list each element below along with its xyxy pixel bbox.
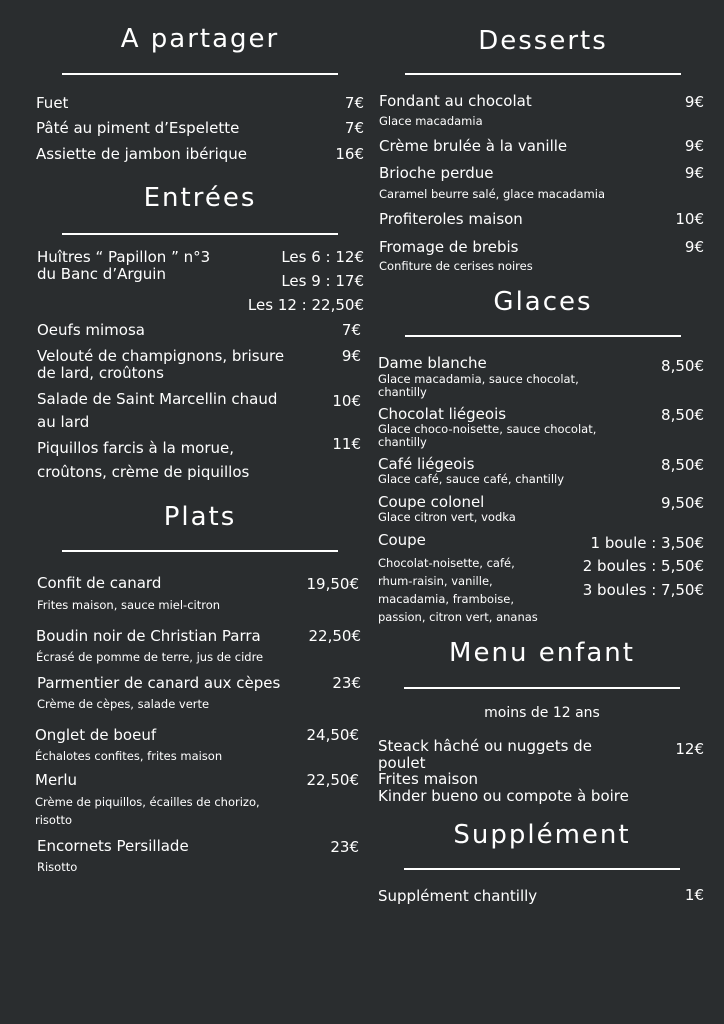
menu-item-name-cont: poulet bbox=[378, 754, 426, 772]
menu-item-name: Oeufs mimosa bbox=[37, 321, 145, 339]
section-title-menu-enfant: Menu enfant bbox=[449, 638, 635, 668]
divider bbox=[404, 868, 680, 870]
divider bbox=[62, 550, 338, 552]
menu-item-price: 12€ bbox=[675, 740, 704, 758]
menu-item-description: chantilly bbox=[378, 385, 427, 399]
menu-item-name-cont: au lard bbox=[37, 413, 90, 431]
menu-item-price: 9€ bbox=[684, 137, 704, 155]
menu-item-price: Les 12 : 22,50€ bbox=[247, 296, 364, 314]
menu-item-price: 8,50€ bbox=[661, 456, 704, 474]
menu-item-price: 7€ bbox=[341, 321, 361, 339]
menu-item-name: Coupe colonel bbox=[378, 493, 485, 511]
menu-item-name: Fondant au chocolat bbox=[379, 92, 532, 110]
menu-item-name: Parmentier de canard aux cèpes bbox=[37, 674, 281, 692]
menu-item-name: Salade de Saint Marcellin chaud bbox=[37, 390, 278, 408]
menu-item-price: 8,50€ bbox=[661, 406, 704, 424]
menu-item-name: Boudin noir de Christian Parra bbox=[36, 627, 261, 645]
menu-item-name: Fromage de brebis bbox=[379, 238, 519, 256]
divider bbox=[405, 335, 681, 337]
section-title-entrees: Entrées bbox=[143, 183, 257, 213]
menu-item-name: Steack hâché ou nuggets de bbox=[378, 737, 592, 755]
menu-item-price: 9,50€ bbox=[661, 494, 704, 512]
menu-item-description: Glace café, sauce café, chantilly bbox=[378, 472, 565, 486]
section-title-plats: Plats bbox=[163, 502, 237, 532]
menu-item-price: 10€ bbox=[332, 392, 361, 410]
menu-item-description: rhum-raisin, vanille, bbox=[378, 574, 493, 588]
menu-item-description: Crème de cèpes, salade verte bbox=[37, 697, 210, 711]
menu-item-description: Glace choco-noisette, sauce chocolat, bbox=[378, 422, 597, 436]
menu-item-price: 19,50€ bbox=[306, 575, 359, 593]
menu-item-name-cont: croûtons, crème de piquillos bbox=[37, 463, 250, 481]
menu-item-description: Confiture de cerises noires bbox=[379, 259, 533, 273]
menu-subtitle: moins de 12 ans bbox=[484, 705, 600, 721]
menu-item-name: Velouté de champignons, brisure bbox=[37, 347, 285, 365]
menu-item-name: Piquillos farcis à la morue, bbox=[37, 439, 235, 457]
menu-item-description: passion, citron vert, ananas bbox=[378, 610, 538, 624]
menu-item-description: Caramel beurre salé, glace macadamia bbox=[379, 187, 606, 201]
menu-item-name-cont: du Banc d’Arguin bbox=[37, 265, 166, 283]
menu-item-price: 22,50€ bbox=[306, 771, 359, 789]
menu-item-name: Huîtres “ Papillon ” n°3 bbox=[37, 248, 211, 266]
menu-item-description: Glace macadamia, sauce chocolat, bbox=[378, 372, 579, 386]
section-title-supplement: Supplément bbox=[453, 820, 631, 850]
menu-item-name: Assiette de jambon ibérique bbox=[36, 145, 248, 163]
menu-item-description: risotto bbox=[35, 813, 73, 827]
menu-item-description: Frites maison, sauce miel-citron bbox=[37, 598, 221, 612]
menu-item-name-cont: de lard, croûtons bbox=[37, 364, 164, 382]
menu-item-name: Onglet de boeuf bbox=[35, 726, 157, 744]
menu-item-price: 7€ bbox=[344, 94, 364, 112]
menu-item-description: macadamia, framboise, bbox=[378, 592, 515, 606]
menu-item-name: Brioche perdue bbox=[379, 164, 494, 182]
menu-item-name: Confit de canard bbox=[37, 574, 162, 592]
menu-item-price: Les 9 : 17€ bbox=[281, 272, 364, 290]
menu-item-price: 11€ bbox=[332, 435, 361, 453]
menu-item-price: 1€ bbox=[684, 886, 704, 904]
menu-item-price: 24,50€ bbox=[306, 726, 359, 744]
menu-item-name: Café liégeois bbox=[378, 455, 475, 473]
menu-item-name: Encornets Persillade bbox=[37, 837, 189, 855]
menu-item-price: 23€ bbox=[330, 838, 359, 856]
menu-item-name: Chocolat liégeois bbox=[378, 405, 507, 423]
divider bbox=[404, 687, 680, 689]
menu-item-name: Crème brulée à la vanille bbox=[379, 137, 568, 155]
menu-item-name: Dame blanche bbox=[378, 354, 487, 372]
menu-item-name: Coupe bbox=[378, 531, 426, 549]
menu-item-name: Pâté au piment d’Espelette bbox=[36, 119, 240, 137]
menu-item-price: 9€ bbox=[684, 93, 704, 111]
menu-item-price: 9€ bbox=[341, 347, 361, 365]
divider bbox=[405, 73, 681, 75]
menu-item-price: 9€ bbox=[684, 238, 704, 256]
menu-item-description: Crème de piquillos, écailles de chorizo, bbox=[35, 795, 260, 809]
divider bbox=[62, 73, 338, 75]
menu-item-description: Risotto bbox=[37, 860, 78, 874]
menu-item-price: 9€ bbox=[684, 164, 704, 182]
menu-item-description: Chocolat-noisette, café, bbox=[378, 556, 515, 570]
section-title-a-partager: A partager bbox=[120, 24, 280, 54]
section-title-desserts: Desserts bbox=[478, 26, 608, 56]
menu-item-price: 7€ bbox=[344, 119, 364, 137]
menu-item-price: 2 boules : 5,50€ bbox=[582, 557, 704, 575]
menu-item-name-cont: Kinder bueno ou compote à boire bbox=[378, 787, 629, 805]
menu-item-price: 8,50€ bbox=[661, 357, 704, 375]
menu-item-price: Les 6 : 12€ bbox=[281, 248, 364, 266]
menu-item-name-cont: Frites maison bbox=[378, 770, 479, 788]
menu-item-description: chantilly bbox=[378, 435, 427, 449]
menu-item-price: 10€ bbox=[675, 210, 704, 228]
menu-item-price: 1 boule : 3,50€ bbox=[590, 534, 704, 552]
menu-item-price: 22,50€ bbox=[308, 627, 361, 645]
menu-item-name: Fuet bbox=[36, 94, 69, 112]
menu-item-price: 23€ bbox=[332, 674, 361, 692]
menu-item-price: 16€ bbox=[335, 145, 364, 163]
divider bbox=[62, 233, 338, 235]
section-title-glaces: Glaces bbox=[493, 287, 593, 317]
menu-item-price: 3 boules : 7,50€ bbox=[582, 581, 704, 599]
menu-item-name: Merlu bbox=[35, 771, 78, 789]
menu-item-name: Profiteroles maison bbox=[379, 210, 523, 228]
menu-item-description: Glace macadamia bbox=[379, 114, 483, 128]
menu-item-description: Glace citron vert, vodka bbox=[378, 510, 516, 524]
menu-item-description: Échalotes confites, frites maison bbox=[35, 749, 223, 763]
menu-item-description: Écrasé de pomme de terre, jus de cidre bbox=[36, 650, 264, 664]
menu-item-name: Supplément chantilly bbox=[378, 887, 538, 905]
